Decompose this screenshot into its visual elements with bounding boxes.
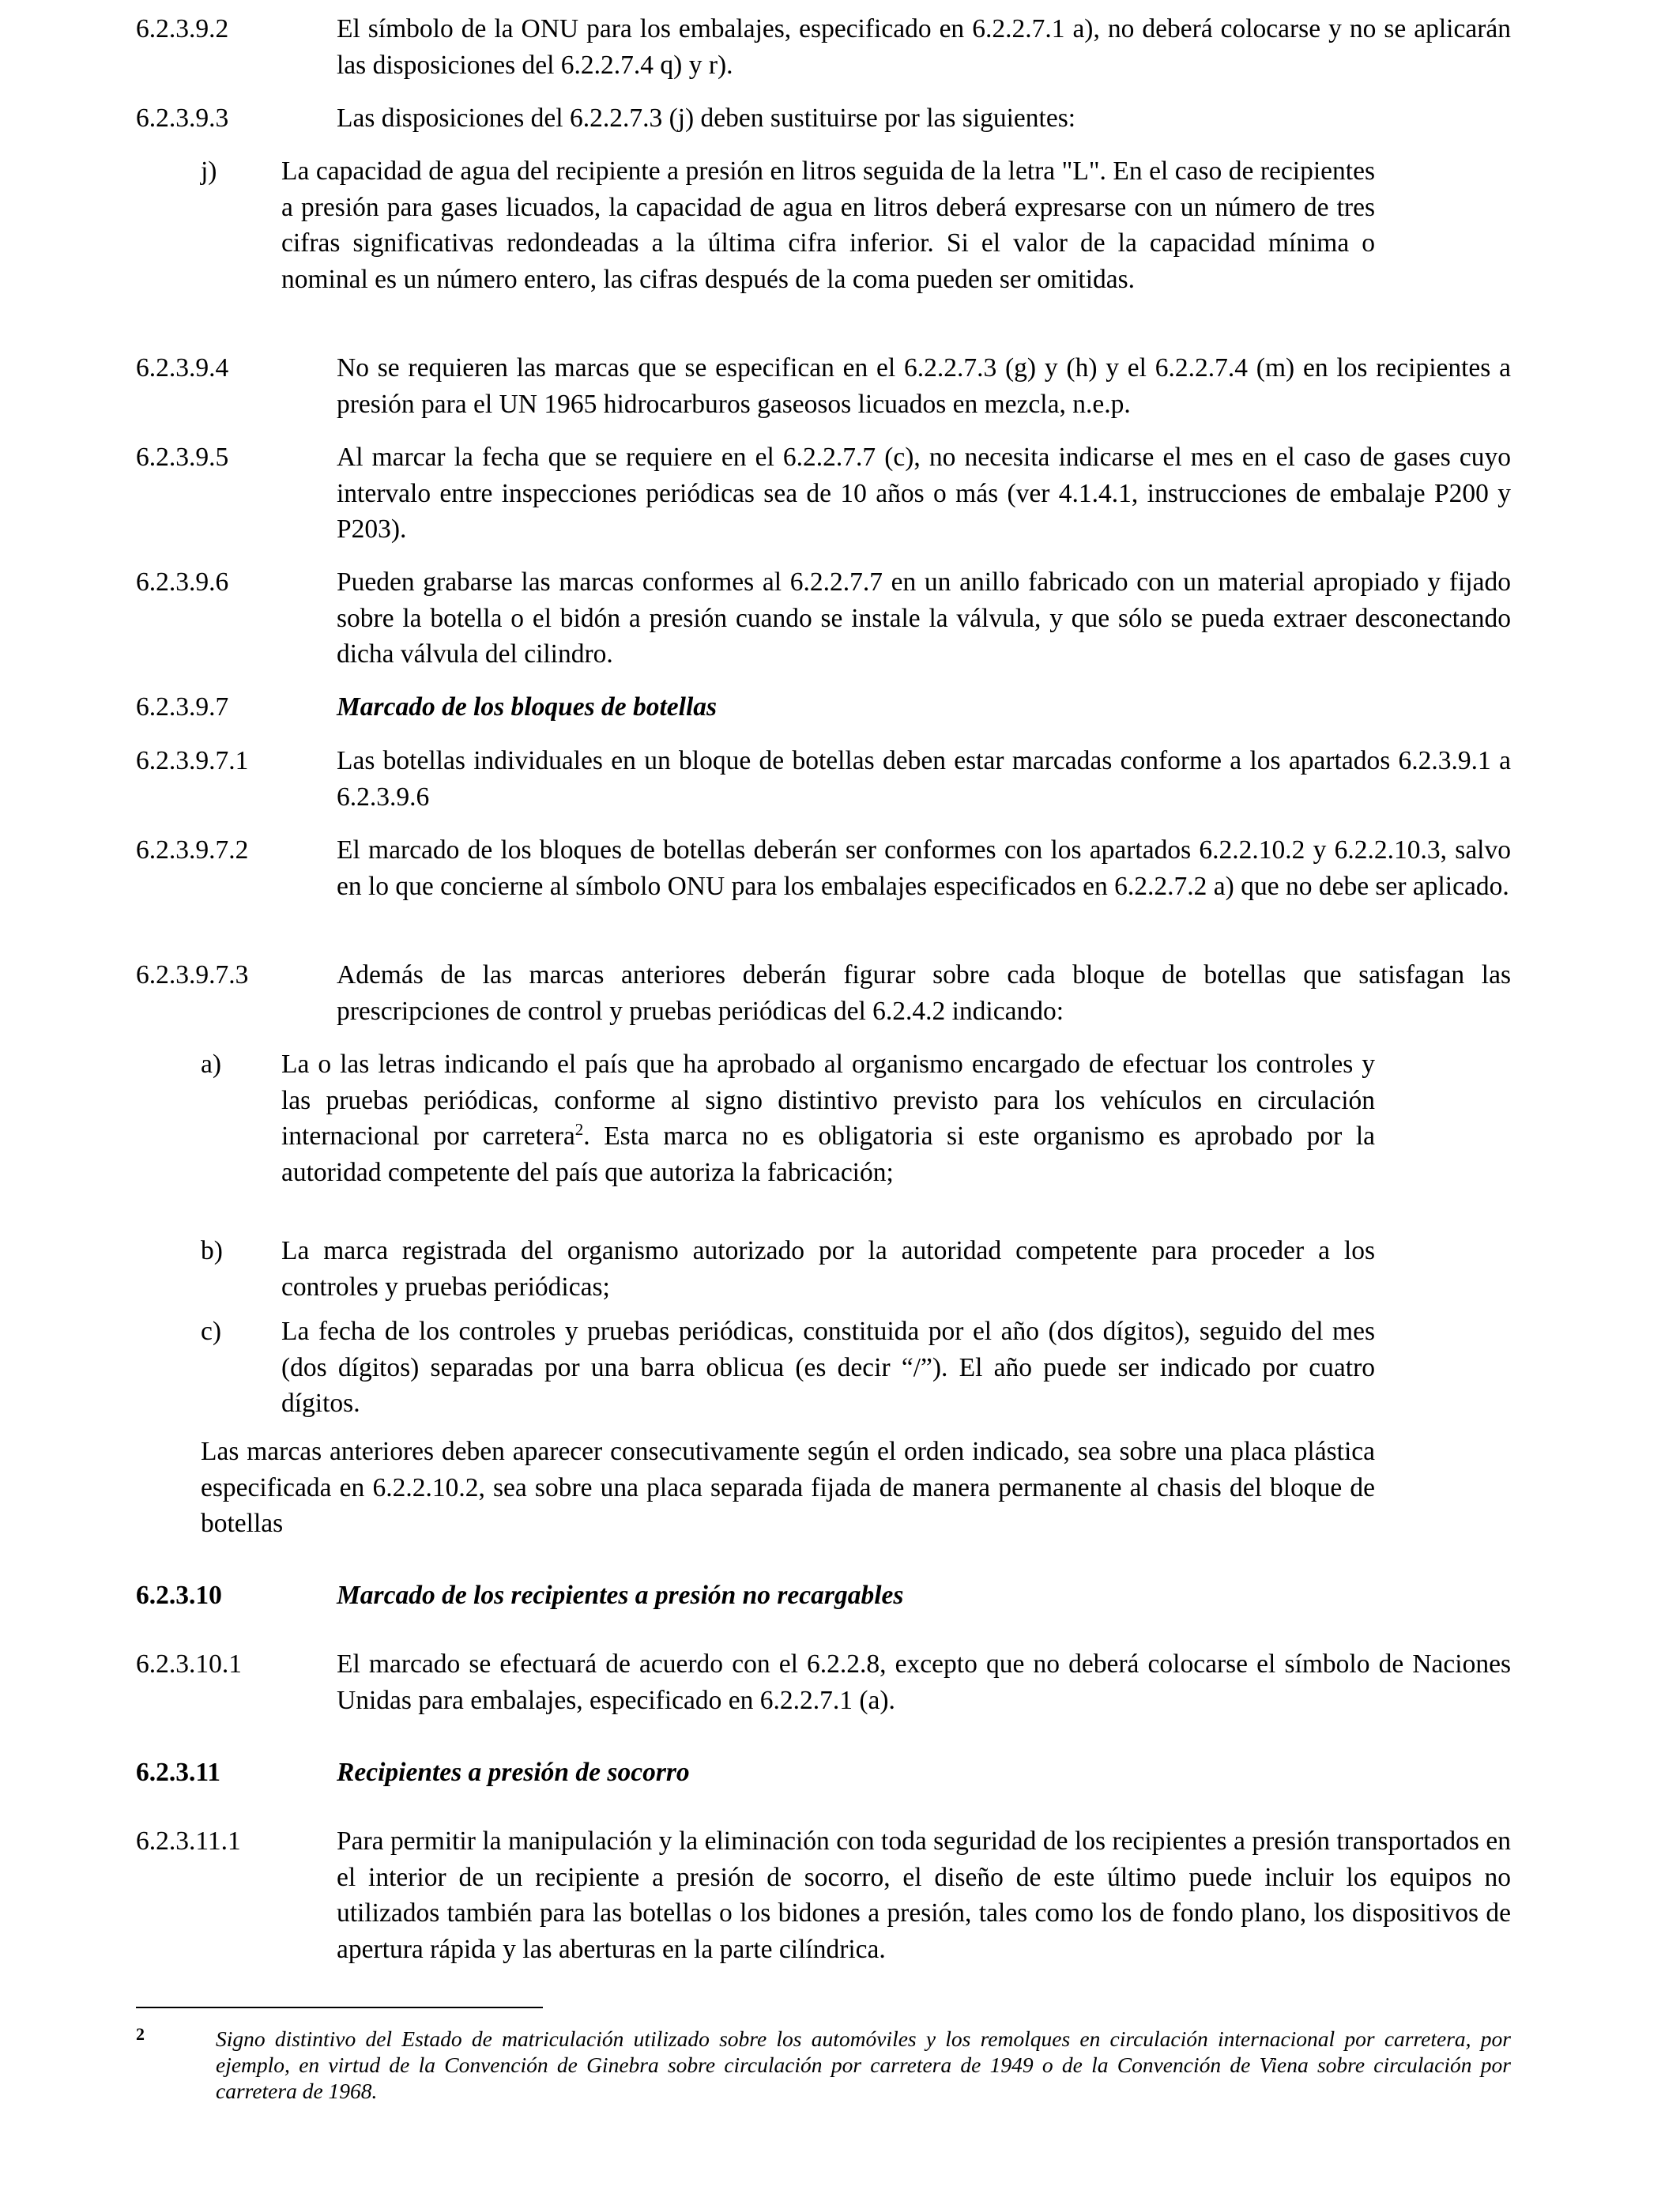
section-number: 6.2.3.9.7 [136, 692, 229, 722]
section-text: Pueden grabarse las marcas conformes al 6.2.2.7.7 en un anillo fabricado con un material apropiado y fijado sobre la botella o el bidón a presión cuando se instale la válvula, y que sólo se pueda extraer desconectando dicha válvula del cilindro. [337, 567, 1511, 669]
section-number: 6.2.3.9.2 [136, 14, 229, 43]
list-item-marker: j) [201, 156, 217, 186]
section-text: No se requieren las marcas que se especifican en el 6.2.2.7.3 (g) y (h) y el 6.2.2.7.4 (m) en los recipientes a presión para el UN 1965 hidrocarburos gaseosos licuados en mezcla, n.e.p. [337, 353, 1511, 419]
section-number: 6.2.3.9.4 [136, 353, 229, 383]
section-number: 6.2.3.9.7.2 [136, 835, 249, 865]
list-item-text-part: . Esta marca no es obligatoria si este organismo es aprobado por la autoridad competente del país que autoriza la fabricación; [281, 1122, 1376, 1187]
list-item-marker: b) [201, 1236, 223, 1265]
footnote-separator [136, 2007, 543, 2008]
section-number: 6.2.3.10 [136, 1581, 222, 1610]
footnote-number: 2 [136, 2024, 145, 2044]
section-text: Para permitir la manipulación y la eliminación con toda seguridad de los recipientes a presión transportados en el interior de un recipiente a presión de socorro, el diseño de este último puede incluir los equipos no utilizados también para las botellas o los bidones a presión, tales como los de fondo plano, los dispositivos de apertura rápida y las aberturas en la parte cilíndrica. [337, 1826, 1511, 1964]
list-item-text: La fecha de los controles y pruebas periódicas, constituida por el año (dos dígitos), seguido del mes (dos dígitos) separadas por una barra oblicua (es decir “/”). El año puede ser indicado por cuatro dígitos. [281, 1317, 1375, 1418]
section-number: 6.2.3.9.7.1 [136, 746, 249, 775]
section-text: Al marcar la fecha que se requiere en el 6.2.2.7.7 (c), no necesita indicarse el mes en el caso de gases cuyo intervalo entre inspecciones periódicas sea de 10 años o más (ver 4.1.4.1, instrucciones de embalaje P200 y P203). [337, 443, 1511, 544]
section-text: Además de las marcas anteriores deberán figurar sobre cada bloque de botellas que satisfagan las prescripciones de control y pruebas periódicas del 6.2.4.2 indicando: [337, 960, 1511, 1026]
section-number: 6.2.3.11 [136, 1758, 221, 1787]
footnote-text: Signo distintivo del Estado de matriculación utilizado sobre los automóviles y los remolques en circulación internacional por carretera, por ejemplo, en virtud de la Convención de Ginebra sobre circulación por carretera de 1949 o de la Convención de Viena sobre circulación por carretera de 1968. [216, 2026, 1511, 2103]
list-item-text [281, 1046, 1375, 1190]
section-heading: Marcado de los recipientes a presión no recargables [337, 1581, 904, 1610]
section-text: El marcado de los bloques de botellas deberán ser conformes con los apartados 6.2.2.10.2 y 6.2.2.10.3, salvo en lo que concierne al símbolo ONU para los embalajes especificados en 6.2.2.7.2 a) que no debe ser aplicado. [337, 835, 1511, 901]
section-number: 6.2.3.9.7.3 [136, 960, 249, 990]
list-item-marker: a) [201, 1050, 222, 1079]
section-number: 6.2.3.9.3 [136, 104, 229, 133]
list-item-text: La marca registrada del organismo autorizado por la autoridad competente para proceder a los controles y pruebas periódicas; [281, 1236, 1375, 1302]
list-item-text: La capacidad de agua del recipiente a presión en litros seguida de la letra "L". En el caso de recipientes a presión para gases licuados, la capacidad de agua en litros deberá expresarse con un número de tres cifras significativas redondeadas a la última cifra inferior. Si el valor de la capacidad mínima o nominal es un número entero, las cifras después de la coma pueden ser omitidas. [281, 156, 1375, 294]
section-heading: Marcado de los bloques de botellas [337, 692, 718, 722]
section-number: 6.2.3.9.6 [136, 567, 229, 597]
list-item-text-part: La o las letras indicando el país que ha aprobado al organismo encargado de efectuar los controles y las pruebas periódicas, conforme al signo distintivo previsto para los vehículos en circulación internacional por carretera [281, 1050, 1375, 1151]
section-heading: Recipientes a presión de socorro [337, 1758, 690, 1787]
list-item-marker: c) [201, 1317, 222, 1346]
section-number: 6.2.3.9.5 [136, 443, 229, 472]
section-text: Las disposiciones del 6.2.2.7.3 (j) deben sustituirse por las siguientes: [337, 104, 1076, 133]
section-number: 6.2.3.10.1 [136, 1649, 242, 1679]
closing-text: Las marcas anteriores deben aparecer consecutivamente según el orden indicado, sea sobre una placa plástica especificada en 6.2.2.10.2, sea sobre una placa separada fijada de manera permanente al chasis del bloque de botellas [201, 1437, 1375, 1538]
footnote-reference: 2 [574, 1119, 584, 1139]
section-text: El marcado se efectuará de acuerdo con el 6.2.2.8, excepto que no deberá colocarse el símbolo de Naciones Unidas para embalajes, especificado en 6.2.2.7.1 (a). [337, 1649, 1511, 1715]
section-number: 6.2.3.11.1 [136, 1826, 241, 1856]
section-text: El símbolo de la ONU para los embalajes, especificado en 6.2.2.7.1 a), no deberá colocarse y no se aplicarán las disposiciones del 6.2.2.7.4 q) y r). [337, 14, 1511, 80]
section-text: Las botellas individuales en un bloque de botellas deben estar marcadas conforme a los apartados 6.2.3.9.1 a 6.2.3.9.6 [337, 746, 1511, 812]
